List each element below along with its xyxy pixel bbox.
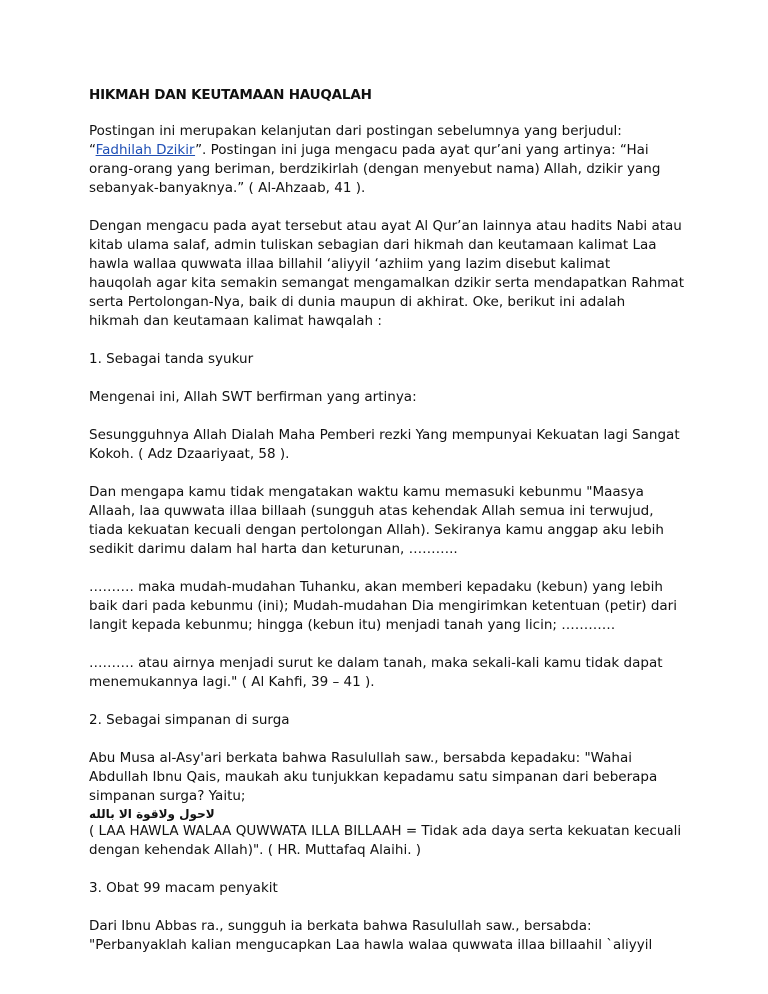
intro-text-after-link: ”. Postingan ini juga mengacu pada ayat qur’ani yang artinya: “Hai orang-orang yang beriman, berdzikirlah (dengan menyebut nama) Allah, dzikir yang sebanyak-banyaknya.” ( Al-Ahzaab, 41 ).: [89, 142, 661, 196]
heading-point-2: 2. Sebagai simpanan di surga: [89, 712, 290, 728]
intro-paragraph: [89, 122, 689, 198]
paragraph-ibnu-abbas: Dari Ibnu Abbas ra., sungguh ia berkata bahwa Rasulullah saw., bersabda: "Perbanyaklah kalian mengucapkan Laa hawla walaa quwwata illaa billaahil `aliyyil: [89, 918, 653, 953]
paragraph-transliteration: ( LAA HAWLA WALAA QUWWATA ILLA BILLAAH = Tidak ada daya serta kekuatan kecuali dengan kehendak Allah)". ( HR. Muttafaq Alaihi. ): [89, 823, 682, 858]
arabic-hauqalah-text: لاحول ولاقوة الا بالله: [89, 807, 215, 821]
paragraph-kebun-3: ………. atau airnya menjadi surut ke dalam tanah, maka sekali-kali kamu tidak dapat menemukannya lagi." ( Al Kahfi, 39 – 41 ).: [89, 655, 663, 690]
fadhilah-dzikir-link[interactable]: Fadhilah Dzikir: [95, 142, 196, 158]
paragraph-adz-dzaariyaat: Sesungguhnya Allah Dialah Maha Pemberi rezki Yang mempunyai Kekuatan lagi Sangat Kokoh. ( Adz Dzaariyaat, 58 ).: [89, 427, 680, 462]
document-title: HIKMAH DAN KEUTAMAAN HAUQALAH: [89, 87, 372, 103]
intro-text-before-link: Postingan ini merupakan kelanjutan dari postingan sebelumnya yang berjudul: “: [89, 123, 622, 158]
paragraph-firman-intro: Mengenai ini, Allah SWT berfirman yang artinya:: [89, 389, 417, 405]
paragraph-kebun-2: ………. maka mudah-mudahan Tuhanku, akan memberi kepadaku (kebun) yang lebih baik dari pada kebunmu (ini); Mudah-mudahan Dia mengirimkan ketentuan (petir) dari langit kepada kebunmu; hingga (kebun itu) menjadi tanah yang licin; …………: [89, 579, 677, 633]
paragraph-abu-musa: Abu Musa al-Asy'ari berkata bahwa Rasulullah saw., bersabda kepadaku: "Wahai Abdullah Ibnu Qais, maukah aku tunjukkan kepadamu satu simpanan dari beberapa simpanan surga? Yaitu;: [89, 750, 658, 804]
document-page: [89, 86, 689, 974]
paragraph-hauqalah-intro: Dengan mengacu pada ayat tersebut atau ayat Al Qur’an lainnya atau hadits Nabi atau kitab ulama salaf, admin tuliskan sebagian dari hikmah dan keutamaan kalimat Laa hawla wallaa quwwata illaa billahil ‘aliyyil ‘azhiim yang lazim disebut kalimat hauqolah agar kita semakin semangat mengamalkan dzikir serta mendapatkan Rahmat serta Pertolongan-Nya, baik di dunia maupun di akhirat. Oke, berikut ini adalah hikmah dan keutamaan kalimat hawqalah :: [89, 218, 685, 329]
heading-point-3: 3. Obat 99 macam penyakit: [89, 880, 278, 896]
paragraph-kebun-1: Dan mengapa kamu tidak mengatakan waktu kamu memasuki kebunmu "Maasya Allaah, laa quwwata illaa billaah (sungguh atas kehendak Allah semua ini terwujud, tiada kekuatan kecuali dengan pertolongan Allah). Sekiranya kamu anggap aku lebih sedikit darimu dalam hal harta dan keturunan, ………..: [89, 484, 664, 557]
heading-point-1: 1. Sebagai tanda syukur: [89, 351, 254, 367]
